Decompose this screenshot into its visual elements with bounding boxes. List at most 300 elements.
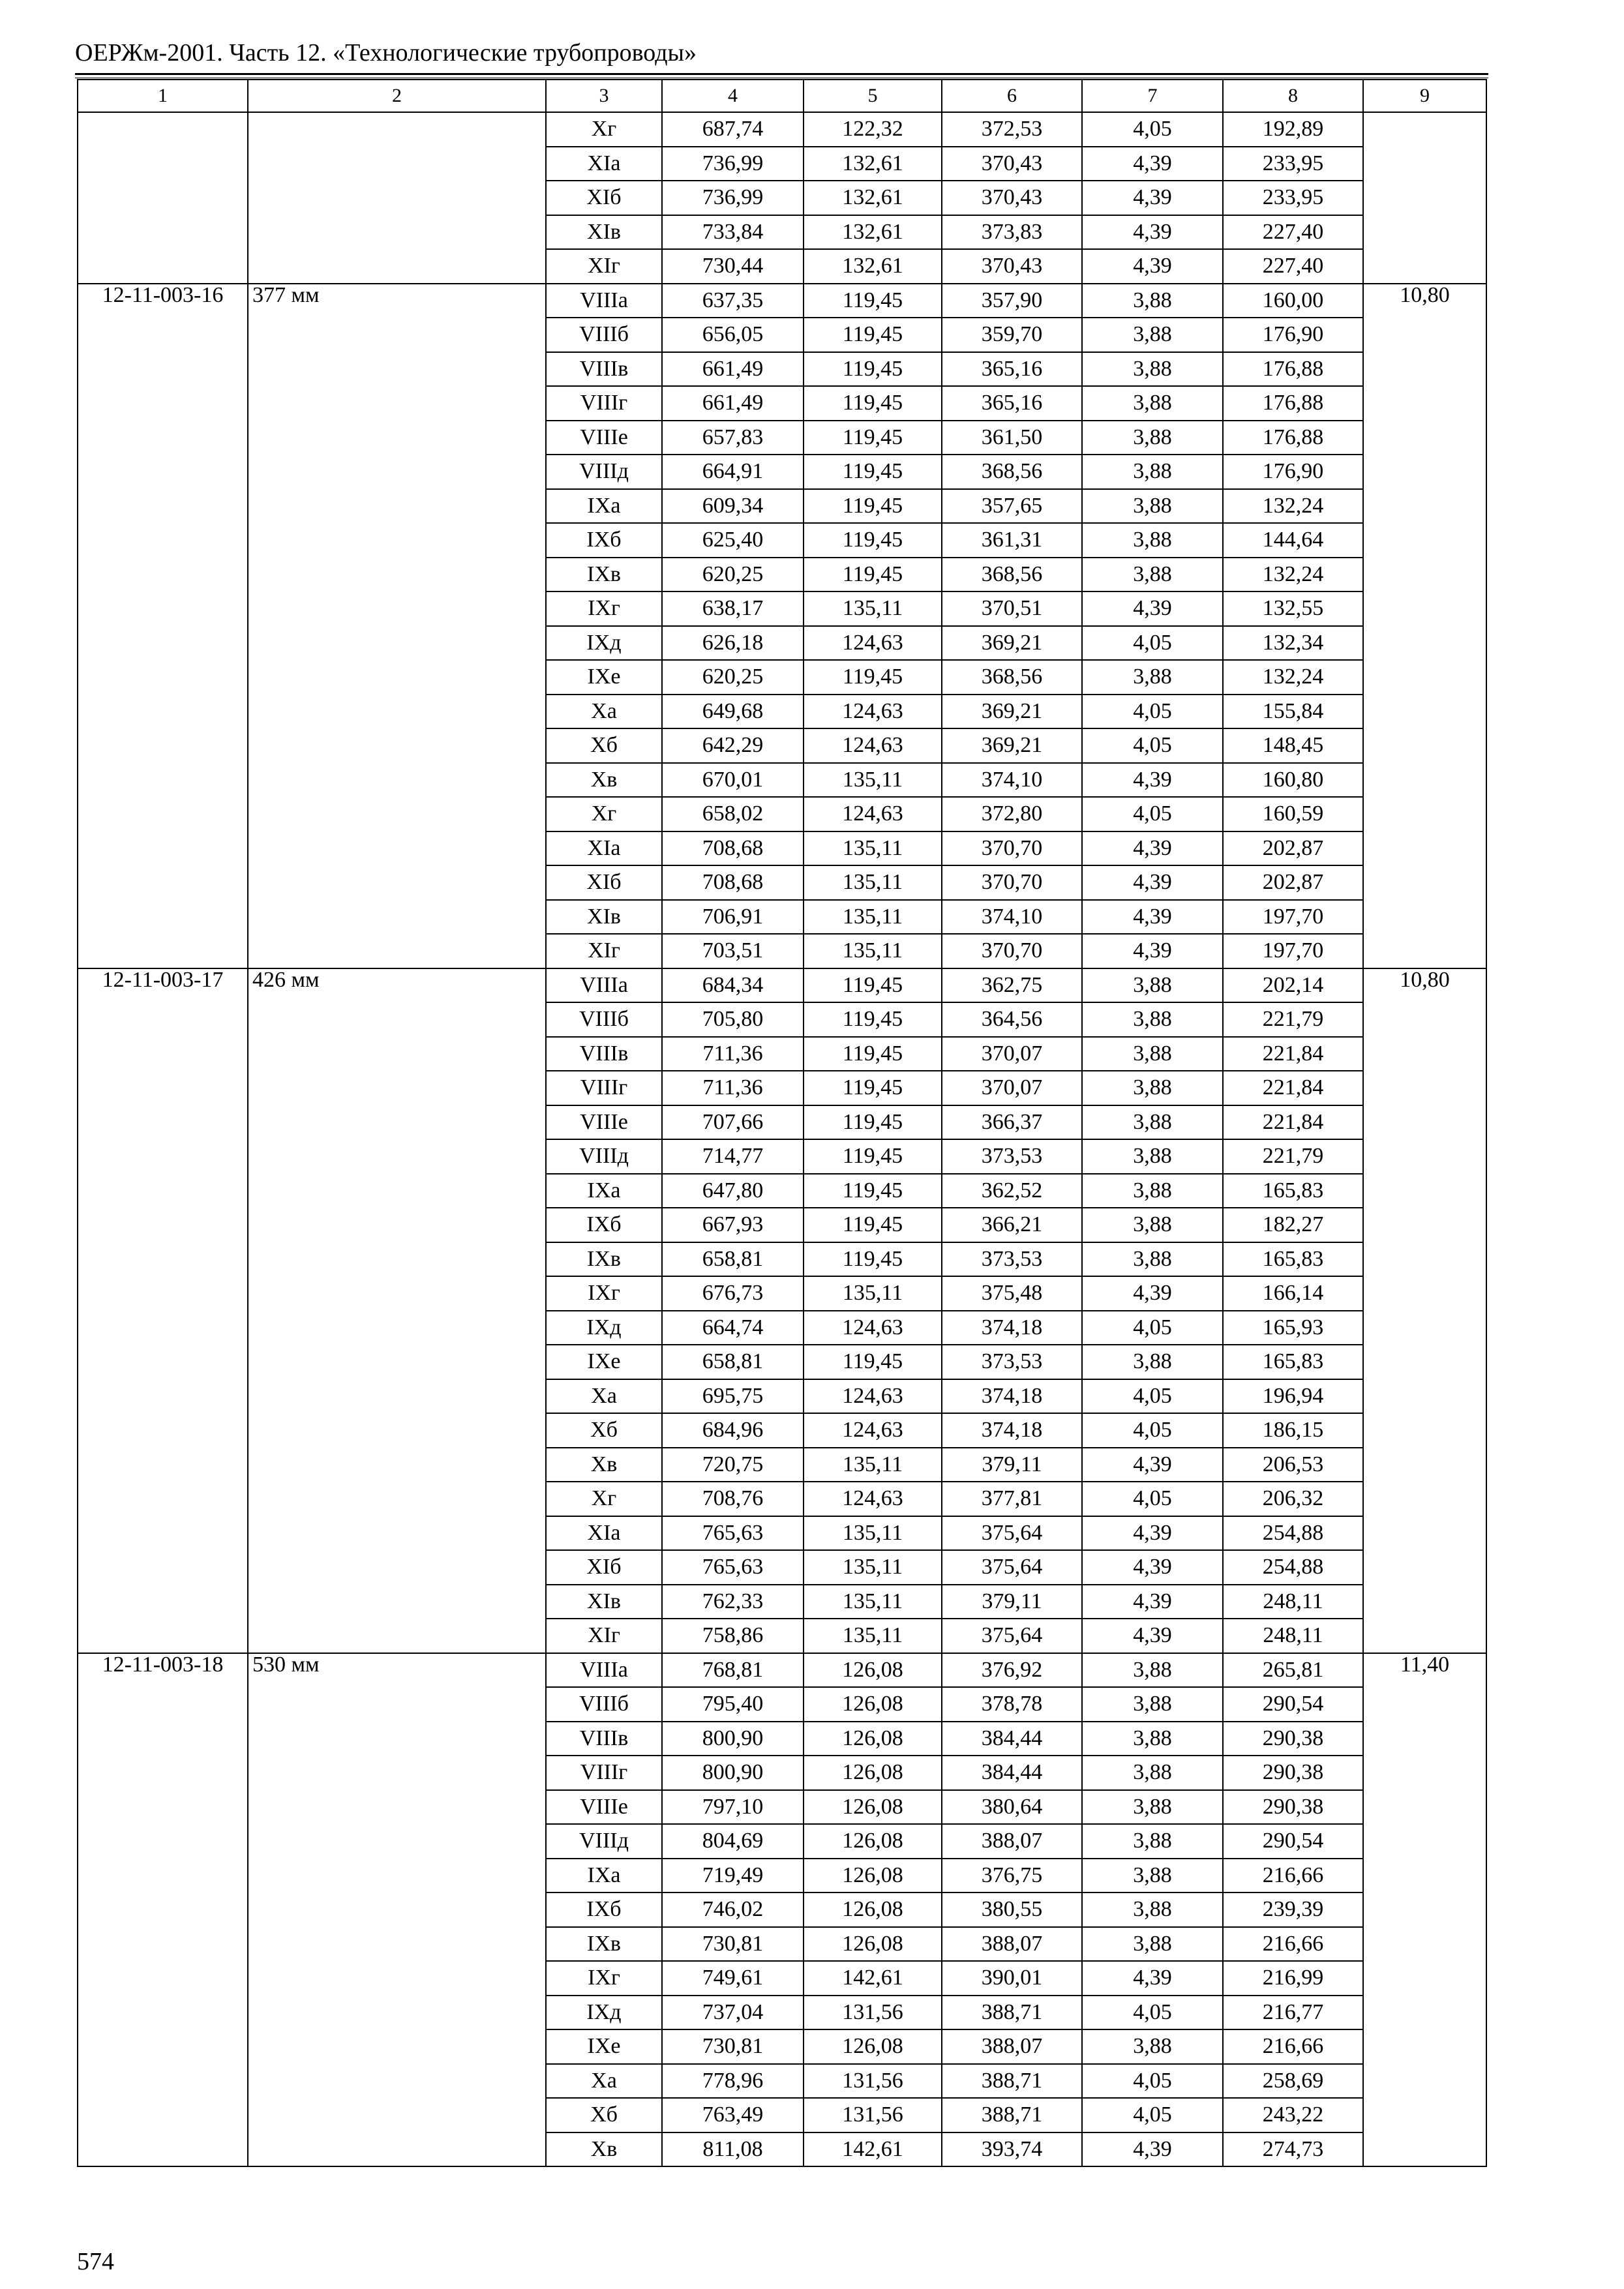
value-cell: 132,61 (804, 215, 942, 250)
value-cell: 370,70 (942, 831, 1082, 866)
category-cell: IXв (546, 1242, 662, 1277)
value-cell: 142,61 (804, 1961, 942, 1996)
value-cell: 126,08 (804, 1790, 942, 1825)
value-cell: 126,08 (804, 1824, 942, 1859)
value-cell: 370,07 (942, 1037, 1082, 1071)
value-cell: 388,71 (942, 2064, 1082, 2099)
value-cell: 4,05 (1082, 626, 1223, 661)
value-cell: 131,56 (804, 2064, 942, 2099)
column-header: 5 (804, 80, 942, 112)
value-cell: 197,70 (1223, 934, 1363, 968)
value-cell: 216,66 (1223, 1859, 1363, 1893)
value-cell: 4,05 (1082, 1413, 1223, 1448)
value-cell: 124,63 (804, 1413, 942, 1448)
category-cell: VIIIа (546, 968, 662, 1003)
value-cell: 370,43 (942, 249, 1082, 284)
value-cell: 708,68 (662, 865, 804, 900)
value-cell: 122,32 (804, 112, 942, 147)
category-cell: VIIIа (546, 284, 662, 318)
value-cell: 758,86 (662, 1619, 804, 1653)
value-cell: 373,53 (942, 1345, 1082, 1379)
value-cell: 366,21 (942, 1208, 1082, 1242)
category-cell: VIIIе (546, 421, 662, 455)
value-cell: 800,90 (662, 1722, 804, 1756)
category-cell: VIIIе (546, 1105, 662, 1140)
value-cell: 658,81 (662, 1345, 804, 1379)
value-cell: 221,84 (1223, 1037, 1363, 1071)
category-cell: IXг (546, 1961, 662, 1996)
value-cell: 4,05 (1082, 695, 1223, 729)
category-cell: IXв (546, 558, 662, 592)
value-cell: 221,84 (1223, 1071, 1363, 1105)
category-cell: XIa (546, 831, 662, 866)
value-cell: 3,88 (1082, 1790, 1223, 1825)
value-cell: 119,45 (804, 489, 942, 524)
value-cell: 176,88 (1223, 421, 1363, 455)
value-cell: 202,14 (1223, 968, 1363, 1003)
value-cell: 135,11 (804, 831, 942, 866)
value-cell: 3,88 (1082, 1893, 1223, 1927)
value-cell: 357,90 (942, 284, 1082, 318)
value-cell: 165,83 (1223, 1242, 1363, 1277)
table-row (78, 1653, 1486, 1688)
value-cell: 196,94 (1223, 1379, 1363, 1414)
value-cell: 182,27 (1223, 1208, 1363, 1242)
category-cell: IXе (546, 2029, 662, 2064)
value-cell: 227,40 (1223, 249, 1363, 284)
value-cell: 661,49 (662, 352, 804, 387)
column-header: 8 (1223, 80, 1363, 112)
category-cell: VIIIг (546, 1071, 662, 1105)
value-cell: 119,45 (804, 455, 942, 489)
value-cell: 3,88 (1082, 1105, 1223, 1140)
category-cell: IXе (546, 1345, 662, 1379)
category-cell: Xa (546, 1379, 662, 1414)
category-cell: VIIIа (546, 1653, 662, 1688)
value-cell: 765,63 (662, 1550, 804, 1585)
value-cell: 135,11 (804, 1448, 942, 1482)
value-cell: 119,45 (804, 1002, 942, 1037)
value-cell: 3,88 (1082, 1037, 1223, 1071)
page-number: 574 (77, 2248, 114, 2275)
value-cell: 377,81 (942, 1482, 1082, 1516)
category-cell: XIб (546, 865, 662, 900)
value-cell: 707,66 (662, 1105, 804, 1140)
value-cell: 649,68 (662, 695, 804, 729)
value-cell: 119,45 (804, 318, 942, 352)
rates-table (77, 79, 1487, 2167)
value-cell: 206,32 (1223, 1482, 1363, 1516)
value-cell: 368,56 (942, 558, 1082, 592)
value-cell: 374,18 (942, 1379, 1082, 1414)
value-cell: 361,50 (942, 421, 1082, 455)
value-cell: 3,88 (1082, 318, 1223, 352)
value-cell: 135,11 (804, 1550, 942, 1585)
value-cell: 4,05 (1082, 1379, 1223, 1414)
value-cell: 119,45 (804, 1208, 942, 1242)
value-cell: 202,87 (1223, 865, 1363, 900)
category-cell: VIIIд (546, 1139, 662, 1174)
value-cell: 254,88 (1223, 1516, 1363, 1551)
value-cell: 119,45 (804, 523, 942, 558)
category-cell: XIг (546, 934, 662, 968)
value-cell: 119,45 (804, 1139, 942, 1174)
value-cell: 369,21 (942, 695, 1082, 729)
category-cell: XIa (546, 147, 662, 181)
value-cell: 711,36 (662, 1071, 804, 1105)
value-cell: 705,80 (662, 1002, 804, 1037)
value-cell: 4,39 (1082, 147, 1223, 181)
value-cell: 375,64 (942, 1516, 1082, 1551)
column-header: 2 (248, 80, 546, 112)
value-cell: 778,96 (662, 2064, 804, 2099)
value-cell: 221,79 (1223, 1002, 1363, 1037)
value-cell: 4,05 (1082, 112, 1223, 147)
category-cell: Xг (546, 797, 662, 831)
value-cell: 388,71 (942, 1996, 1082, 2030)
value-cell: 384,44 (942, 1722, 1082, 1756)
column-9-cell: 10,80 (1363, 968, 1486, 1653)
value-cell: 239,39 (1223, 1893, 1363, 1927)
column-header: 7 (1082, 80, 1223, 112)
value-cell: 132,24 (1223, 660, 1363, 695)
value-cell: 730,81 (662, 1927, 804, 1962)
value-cell: 376,92 (942, 1653, 1082, 1688)
category-cell: XIб (546, 1550, 662, 1585)
column-header: 1 (78, 80, 248, 112)
value-cell: 135,11 (804, 865, 942, 900)
value-cell: 4,05 (1082, 797, 1223, 831)
category-cell: IXa (546, 1859, 662, 1893)
value-cell: 719,49 (662, 1859, 804, 1893)
category-cell: VIIIб (546, 1687, 662, 1722)
value-cell: 733,84 (662, 215, 804, 250)
category-cell: IXд (546, 1311, 662, 1345)
value-cell: 4,39 (1082, 215, 1223, 250)
value-cell: 642,29 (662, 728, 804, 763)
value-cell: 4,39 (1082, 1516, 1223, 1551)
value-cell: 4,39 (1082, 2132, 1223, 2167)
value-cell: 365,16 (942, 352, 1082, 387)
value-cell: 4,05 (1082, 1482, 1223, 1516)
value-cell: 165,83 (1223, 1174, 1363, 1208)
value-cell: 165,83 (1223, 1345, 1363, 1379)
category-cell: Xг (546, 1482, 662, 1516)
table-row (78, 968, 1486, 1003)
column-header: 4 (662, 80, 804, 112)
value-cell: 687,74 (662, 112, 804, 147)
column-9-cell: 10,80 (1363, 284, 1486, 968)
value-cell: 375,48 (942, 1276, 1082, 1311)
category-cell: IXд (546, 626, 662, 661)
category-cell: IXв (546, 1927, 662, 1962)
value-cell: 620,25 (662, 558, 804, 592)
value-cell: 216,77 (1223, 1996, 1363, 2030)
value-cell: 160,59 (1223, 797, 1363, 831)
value-cell: 811,08 (662, 2132, 804, 2167)
value-cell: 216,99 (1223, 1961, 1363, 1996)
value-cell: 763,49 (662, 2098, 804, 2132)
value-cell: 804,69 (662, 1824, 804, 1859)
value-cell: 206,53 (1223, 1448, 1363, 1482)
value-cell: 132,61 (804, 147, 942, 181)
value-cell: 135,11 (804, 1619, 942, 1653)
value-cell: 369,21 (942, 626, 1082, 661)
value-cell: 3,88 (1082, 284, 1223, 318)
category-cell: Xв (546, 1448, 662, 1482)
column-header: 3 (546, 80, 662, 112)
value-cell: 132,24 (1223, 489, 1363, 524)
value-cell: 4,05 (1082, 1996, 1223, 2030)
column-number-row (78, 80, 1486, 112)
value-cell: 609,34 (662, 489, 804, 524)
value-cell: 119,45 (804, 284, 942, 318)
value-cell: 124,63 (804, 695, 942, 729)
value-cell: 126,08 (804, 1927, 942, 1962)
value-cell: 373,53 (942, 1242, 1082, 1277)
value-cell: 176,88 (1223, 352, 1363, 387)
pipe-size-cell (248, 112, 546, 284)
value-cell: 243,22 (1223, 2098, 1363, 2132)
value-cell: 4,39 (1082, 1550, 1223, 1585)
value-cell: 4,39 (1082, 591, 1223, 626)
value-cell: 379,11 (942, 1585, 1082, 1619)
value-cell: 361,31 (942, 523, 1082, 558)
value-cell: 768,81 (662, 1653, 804, 1688)
value-cell: 370,43 (942, 147, 1082, 181)
value-cell: 144,64 (1223, 523, 1363, 558)
value-cell: 393,74 (942, 2132, 1082, 2167)
value-cell: 3,88 (1082, 1002, 1223, 1037)
value-cell: 155,84 (1223, 695, 1363, 729)
rate-code-cell (78, 112, 248, 284)
value-cell: 265,81 (1223, 1653, 1363, 1688)
value-cell: 3,88 (1082, 1139, 1223, 1174)
rate-code-cell: 12-11-003-18 (78, 1653, 248, 2167)
value-cell: 132,24 (1223, 558, 1363, 592)
value-cell: 3,88 (1082, 2029, 1223, 2064)
category-cell: XIв (546, 1585, 662, 1619)
value-cell: 378,78 (942, 1687, 1082, 1722)
pipe-size-cell: 426 мм (248, 968, 546, 1653)
value-cell: 126,08 (804, 1687, 942, 1722)
value-cell: 4,39 (1082, 181, 1223, 215)
value-cell: 374,18 (942, 1413, 1082, 1448)
value-cell: 4,05 (1082, 728, 1223, 763)
value-cell: 148,45 (1223, 728, 1363, 763)
value-cell: 119,45 (804, 386, 942, 421)
value-cell: 3,88 (1082, 352, 1223, 387)
value-cell: 4,39 (1082, 1276, 1223, 1311)
value-cell: 626,18 (662, 626, 804, 661)
value-cell: 3,88 (1082, 455, 1223, 489)
category-cell: IXг (546, 591, 662, 626)
value-cell: 132,55 (1223, 591, 1363, 626)
value-cell: 372,80 (942, 797, 1082, 831)
value-cell: 695,75 (662, 1379, 804, 1414)
category-cell: IXе (546, 660, 662, 695)
category-cell: XIв (546, 215, 662, 250)
category-cell: IXa (546, 1174, 662, 1208)
category-cell: IXб (546, 1893, 662, 1927)
value-cell: 376,75 (942, 1859, 1082, 1893)
value-cell: 160,00 (1223, 284, 1363, 318)
value-cell: 357,65 (942, 489, 1082, 524)
value-cell: 711,36 (662, 1037, 804, 1071)
value-cell: 290,38 (1223, 1756, 1363, 1790)
value-cell: 132,61 (804, 181, 942, 215)
value-cell: 364,56 (942, 1002, 1082, 1037)
value-cell: 4,05 (1082, 1311, 1223, 1345)
value-cell: 135,11 (804, 900, 942, 935)
category-cell: VIIIг (546, 1756, 662, 1790)
value-cell: 384,44 (942, 1756, 1082, 1790)
value-cell: 625,40 (662, 523, 804, 558)
value-cell: 390,01 (942, 1961, 1082, 1996)
value-cell: 373,53 (942, 1139, 1082, 1174)
value-cell: 176,90 (1223, 318, 1363, 352)
value-cell: 4,39 (1082, 865, 1223, 900)
value-cell: 3,88 (1082, 1824, 1223, 1859)
category-cell: VIIIв (546, 1037, 662, 1071)
value-cell: 131,56 (804, 1996, 942, 2030)
value-cell: 3,88 (1082, 1208, 1223, 1242)
value-cell: 370,70 (942, 934, 1082, 968)
value-cell: 119,45 (804, 1105, 942, 1140)
value-cell: 736,99 (662, 181, 804, 215)
value-cell: 119,45 (804, 1037, 942, 1071)
value-cell: 126,08 (804, 2029, 942, 2064)
value-cell: 3,88 (1082, 1927, 1223, 1962)
category-cell: IXб (546, 1208, 662, 1242)
value-cell: 126,08 (804, 1653, 942, 1688)
value-cell: 684,34 (662, 968, 804, 1003)
value-cell: 3,88 (1082, 1345, 1223, 1379)
value-cell: 135,11 (804, 1276, 942, 1311)
category-cell: Xв (546, 763, 662, 798)
value-cell: 373,83 (942, 215, 1082, 250)
value-cell: 365,16 (942, 386, 1082, 421)
value-cell: 126,08 (804, 1756, 942, 1790)
value-cell: 119,45 (804, 558, 942, 592)
value-cell: 714,77 (662, 1139, 804, 1174)
value-cell: 749,61 (662, 1961, 804, 1996)
value-cell: 708,76 (662, 1482, 804, 1516)
value-cell: 176,90 (1223, 455, 1363, 489)
value-cell: 3,88 (1082, 1653, 1223, 1688)
category-cell: Xa (546, 695, 662, 729)
value-cell: 664,91 (662, 455, 804, 489)
value-cell: 135,11 (804, 1585, 942, 1619)
value-cell: 4,39 (1082, 934, 1223, 968)
value-cell: 765,63 (662, 1516, 804, 1551)
column-9-cell (1363, 112, 1486, 284)
value-cell: 3,88 (1082, 523, 1223, 558)
value-cell: 637,35 (662, 284, 804, 318)
value-cell: 119,45 (804, 352, 942, 387)
value-cell: 135,11 (804, 763, 942, 798)
value-cell: 3,88 (1082, 1859, 1223, 1893)
value-cell: 4,39 (1082, 900, 1223, 935)
value-cell: 4,39 (1082, 763, 1223, 798)
value-cell: 119,45 (804, 1345, 942, 1379)
value-cell: 166,14 (1223, 1276, 1363, 1311)
value-cell: 657,83 (662, 421, 804, 455)
value-cell: 258,69 (1223, 2064, 1363, 2099)
column-9-cell: 11,40 (1363, 1653, 1486, 2167)
value-cell: 706,91 (662, 900, 804, 935)
category-cell: VIIIд (546, 455, 662, 489)
value-cell: 374,18 (942, 1311, 1082, 1345)
value-cell: 368,56 (942, 660, 1082, 695)
value-cell: 126,08 (804, 1859, 942, 1893)
value-cell: 126,08 (804, 1893, 942, 1927)
value-cell: 274,73 (1223, 2132, 1363, 2167)
value-cell: 3,88 (1082, 968, 1223, 1003)
value-cell: 3,88 (1082, 1687, 1223, 1722)
value-cell: 142,61 (804, 2132, 942, 2167)
table-body (78, 112, 1486, 2166)
value-cell: 670,01 (662, 763, 804, 798)
rate-code-cell: 12-11-003-17 (78, 968, 248, 1653)
pipe-size-cell: 377 мм (248, 284, 546, 968)
value-cell: 388,07 (942, 2029, 1082, 2064)
value-cell: 3,88 (1082, 1722, 1223, 1756)
value-cell: 368,56 (942, 455, 1082, 489)
category-cell: VIIIб (546, 1002, 662, 1037)
value-cell: 4,05 (1082, 2098, 1223, 2132)
table-row (78, 112, 1486, 147)
value-cell: 119,45 (804, 421, 942, 455)
category-cell: VIIIг (546, 386, 662, 421)
value-cell: 135,11 (804, 934, 942, 968)
value-cell: 708,68 (662, 831, 804, 866)
value-cell: 746,02 (662, 1893, 804, 1927)
category-cell: VIIIд (546, 1824, 662, 1859)
value-cell: 3,88 (1082, 1174, 1223, 1208)
value-cell: 202,87 (1223, 831, 1363, 866)
value-cell: 119,45 (804, 1242, 942, 1277)
value-cell: 135,11 (804, 591, 942, 626)
value-cell: 388,07 (942, 1927, 1082, 1962)
value-cell: 730,44 (662, 249, 804, 284)
value-cell: 132,61 (804, 249, 942, 284)
value-cell: 124,63 (804, 1482, 942, 1516)
value-cell: 160,80 (1223, 763, 1363, 798)
value-cell: 359,70 (942, 318, 1082, 352)
value-cell: 737,04 (662, 1996, 804, 2030)
value-cell: 233,95 (1223, 181, 1363, 215)
value-cell: 3,88 (1082, 386, 1223, 421)
value-cell: 119,45 (804, 660, 942, 695)
value-cell: 372,53 (942, 112, 1082, 147)
value-cell: 4,39 (1082, 1961, 1223, 1996)
value-cell: 192,89 (1223, 112, 1363, 147)
value-cell: 221,84 (1223, 1105, 1363, 1140)
value-cell: 3,88 (1082, 421, 1223, 455)
value-cell: 4,39 (1082, 249, 1223, 284)
value-cell: 370,43 (942, 181, 1082, 215)
value-cell: 370,51 (942, 591, 1082, 626)
table-row (78, 284, 1486, 318)
pipe-size-cell: 530 мм (248, 1653, 546, 2167)
value-cell: 388,07 (942, 1824, 1082, 1859)
value-cell: 762,33 (662, 1585, 804, 1619)
value-cell: 227,40 (1223, 215, 1363, 250)
value-cell: 3,88 (1082, 1071, 1223, 1105)
value-cell: 664,74 (662, 1311, 804, 1345)
value-cell: 132,34 (1223, 626, 1363, 661)
